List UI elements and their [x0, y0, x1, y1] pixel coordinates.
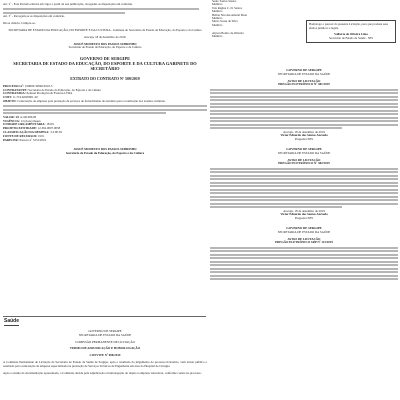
extrato-field: FONTE DE RECURSOS: 0101 — [3, 133, 45, 138]
signature-entry: Saulo Santos Santos Membro — [212, 0, 237, 7]
homologation-name: Valberto de Oliveira Lima — [334, 32, 368, 37]
extrato-field: VIGÊNCIA: 12 (doze) meses — [3, 118, 41, 123]
notice-pregao: PREGÃO ELETRÔNICO SRP Nº 113/2019 — [275, 240, 333, 245]
top-article-2: Art. 2º - Esta Portaria entrará em vigor a partir de sua publicação, revogadas as disposições em contrário. — [3, 2, 133, 6]
notice-gov: GOVERNO DE SERGIPE — [286, 147, 322, 152]
notice-signer: Victor Eduardo dos Santos Azevedo — [280, 212, 328, 217]
notice-body-lines — [210, 247, 398, 280]
notice-pregao: PREGÃO ELETRÔNICO Nº 482/2019 — [278, 161, 330, 166]
notice-sec: SECRETARIA DE ESTADO DA SAÚDE — [277, 71, 331, 76]
notice-sec: SECRETARIA DE ESTADO DA SAÚDE — [277, 150, 331, 155]
objeto-text-lines — [3, 105, 207, 114]
saude-termo: TERMO DE ADJUDICAÇÃO E HOMOLOGAÇÃO — [69, 346, 141, 351]
notice-aviso: AVISO DE LICITAÇÃO — [287, 236, 321, 241]
notice-2 — [210, 148, 398, 221]
extrato-field: PARECER: Parecer nº 5331/2019 — [3, 137, 47, 142]
top-date: Aracaju, 18 de dezembro de 2019. — [83, 34, 127, 39]
signer-2-role: Secretário de Estado da Educação, do Esporte e da Cultura — [65, 151, 145, 156]
notice-role: Pregoeiro/SES — [294, 216, 314, 221]
saude-paragraph-1: A Comissão Permanente de Licitação da Secretaria de Estado da Saúde de Sergipe, após o resultado do julgamento do processo licitatório, vem tornar público o resultado para contratação de empresa especializada na prestação de Serviços Técnicos de Engenharia em área do Hospital de Cirurgia. — [3, 359, 207, 368]
notice-3 — [210, 227, 398, 280]
top-registre: Dê-se ciência. Cumpra-se. — [3, 21, 36, 26]
notice-gov: GOVERNO DE SERGIPE — [286, 68, 322, 73]
section-divider — [3, 316, 206, 317]
extrato-field: VALOR: R$ 4.149.000,00 — [3, 114, 37, 119]
notice-body-lines — [210, 89, 398, 129]
signature-entry — [304, 0, 398, 7]
signer-1-name: JOSUÉ MODESTO DOS PASSOS SUBRINHO — [73, 41, 137, 46]
signature-entry: Mario Sousa de Silva Membro — [212, 19, 238, 27]
extrato-field: CLASSIFICAÇÃO DA DESPESA: 3.3.90.39 — [3, 129, 62, 134]
notice-1 — [210, 69, 398, 142]
notice-gov: GOVERNO DE SERGIPE — [286, 226, 322, 231]
notice-date: Aracaju, 18 de dezembro de 2019 — [283, 208, 325, 213]
top-secretaria: SECRETARIA DE ESTADO DA EDUCAÇÃO, DO ESPORTE E DA CULTURA - Gabinete do Secretário de Estado da Educação, do Esporte e da Cultura — [8, 27, 202, 32]
gov-title: GOVERNO DE SERGIPE — [79, 56, 131, 62]
extrato-field: CNPJ: 11.719.629/0001-20 — [3, 95, 38, 100]
saude-paragraph-2: Após o exame da documentação apresentada, a Comissão decide pela adjudicação e homologação do objeto à empresa vencedora, conforme consta no processo. — [3, 370, 202, 375]
extrato-field: PROJETO/ATIVIDADE: 12.362.0007.0058 — [3, 126, 61, 131]
extrato-field: CONTRATADA: Pontual Produções & Eventos LTDA — [3, 91, 73, 96]
extrato-field: UNIDADE ORÇAMENTÁRIA: 18101 — [3, 122, 55, 127]
extrato-field: CONTRATANTE: Secretaria de Estado da Educação, do Esporte e da Cultura — [3, 87, 101, 92]
notice-role: Pregoeiro/SES — [294, 137, 314, 142]
signer-2-name: JOSUÉ MODESTO DOS PASSOS SUBRINHO — [73, 147, 137, 152]
gov-subtitle: SECRETARIA DE ESTADO DA EDUCAÇÃO, DO ESPORTE E DA CULTURA GABINETE DO SECRETÁRIO — [13, 61, 197, 72]
saude-comissao: COMISSÃO PERMANENTE DE LICITAÇÃO — [75, 339, 135, 344]
saude-block — [3, 330, 207, 375]
notice-signer: Victor Eduardo dos Santos Azevedo — [280, 133, 328, 138]
notice-aviso: AVISO DE LICITAÇÃO — [287, 157, 321, 162]
signature-entry: Tais Regina C. D. Santos Membro — [212, 5, 243, 14]
saude-convite: CONVITE Nº 008/2019 — [89, 353, 121, 358]
extrato-field: PROCESSO nº: 018000.32840/2019-5 — [3, 83, 53, 88]
notice-pregao: PREGÃO ELETRÔNICO Nº 481/2019 — [278, 82, 330, 87]
homologation-box — [306, 20, 396, 43]
notice-date: Aracaju, 18 de dezembro de 2019 — [283, 129, 325, 134]
section-label: Saúde — [4, 318, 20, 324]
saude-gov: GOVERNO DE SERGIPE — [88, 329, 122, 333]
signer-1-role: Secretário de Estado da Educação, do Esporte e da Cultura — [68, 45, 142, 50]
left-column — [3, 0, 207, 156]
signature-entry: Helber Nicolau Amaral Maia Membro — [212, 12, 247, 21]
notice-aviso: AVISO DE LICITAÇÃO — [287, 78, 321, 83]
extrato-field: OBJETO: Contratação de empresa para prestação de serviços de fornecimento de estrutura para a realização dos eventos culturais. — [3, 98, 166, 103]
signature-table — [210, 0, 398, 43]
homologation-text: Homologo o parecer do presente Licitação, para que produza seus efeitos jurídicos e legais. — [309, 22, 389, 30]
signature-entry: Alyson Bonito de Oliveira Membro — [212, 30, 244, 39]
extrato-fields — [3, 85, 207, 143]
article-text-lines — [3, 8, 207, 13]
notice-body-lines — [210, 168, 398, 208]
notice-sec: SECRETARIA DE ESTADO DA SAÚDE — [277, 229, 331, 234]
homologation-role: Secretário de Estado da Saúde - SES — [329, 35, 373, 40]
extrato-title: EXTRATO DO CONTRATO Nº 500/2019 — [70, 77, 140, 82]
right-column — [210, 0, 398, 282]
top-article-3: Art. 3º - Revogam-se as disposições em contrário. — [3, 14, 65, 19]
saude-sec: SECRETARIA DE ESTADO DA SAÚDE — [78, 332, 132, 337]
